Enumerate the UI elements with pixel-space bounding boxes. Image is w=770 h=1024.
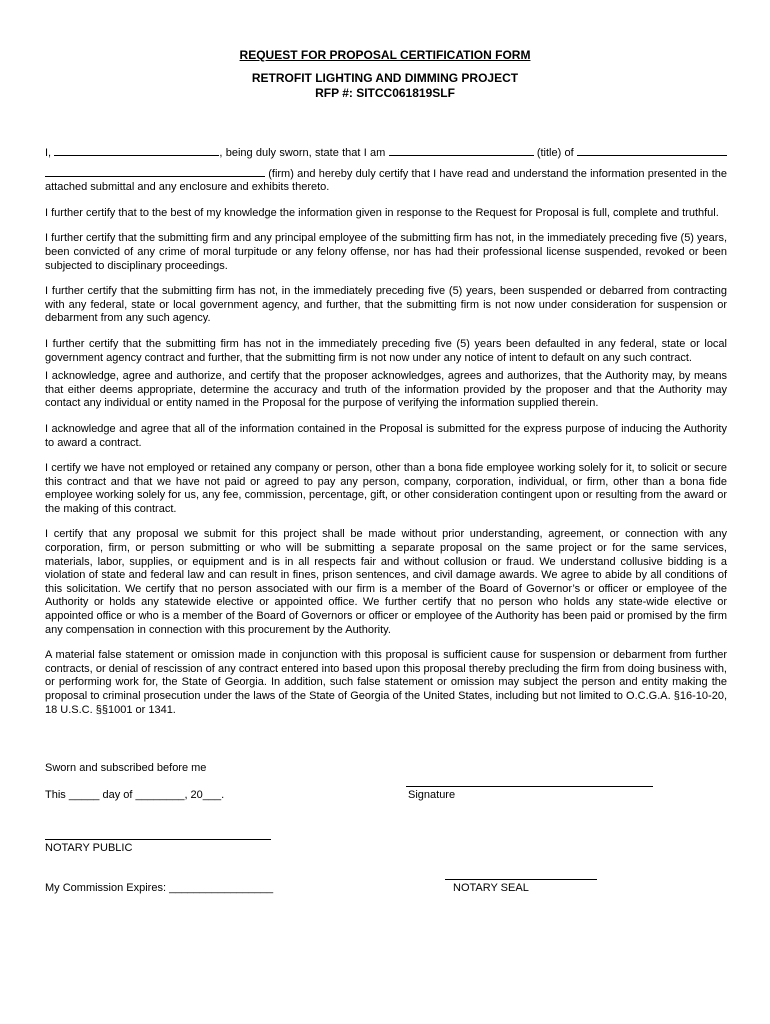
signature-line[interactable] [406, 786, 653, 787]
notary-seal-label: NOTARY SEAL [453, 882, 529, 894]
certify-paragraph-1: I further certify that to the best of my knowledge the information given in response to the Request for Proposal is full, complete and truthful. [45, 206, 719, 219]
certify-paragraph-9: A material false statement or omission made in conjunction with this proposal is sufficient cause for suspension or debarment from further contracts, or denial of rescission of any contract entered into based upon this proposal thereby precluding the firm from doing business with, or performing work for, the State of Georgia. In addition, such false statement or omission may subject the person and entity making the proposal to criminal prosecution under the laws of the State of Georgia of the United States, including but not limited to O.C.G.A. §16-10-20, 18 U.S.C. §§1001 or 1341. [45, 649, 727, 716]
certify-paragraph-7: I certify we have not employed or retained any company or person, other than a bona fide employee working solely for it, to solicit or secure this contract and that we have not paid or agreed to pay any person, company, corporation, individual, or firm, other than a bona fide employee working solely for us, any fee, commission, percentage, gift, or other consideration contingent upon or resulting from the award or the making of this contract. [45, 462, 727, 515]
certify-paragraph-4: I further certify that the submitting firm has not in the immediately preceding five (5) years been defaulted in any federal, state or local government agency contract and further, that the submitting firm is not now under any notice of intent to default on any such contract. [45, 337, 727, 364]
certify-paragraph-8: I certify that any proposal we submit for this project shall be made without prior understanding, agreement, or connection with any corporation, firm, or person submitting or who will be submitting a separate proposal on the same project or for the same services, materials, labor, supplies, or equipment and is in all respects fair and without collusion or fraud. We understand collusive bidding is a violation of state and federal law and can result in fines, prison sentences, and civil damage awards. We agree to abide by all conditions of this solicitation. We certify that no person associated with our firm is a member of the Board of Governor’s or officer or employee of the Authority or holds any statewide elective or appointed office. We further certify that no person who holds any state-wide elective or appointed office or who is a member of the Board of Governors or officer or employee of the Authority has been paid or promised by the firm any compensation in connection with this procurement by the Authority. [45, 528, 727, 636]
certify-paragraph-6: I acknowledge and agree that all of the information contained in the Proposal is submitted for the express purpose of inducing the Authority to award a contract. [45, 422, 727, 449]
sworn-before-text: Sworn and subscribed before me [45, 762, 207, 774]
title-blank[interactable] [389, 144, 534, 156]
notary-signature-line[interactable] [45, 839, 271, 840]
date-line[interactable]: This _____ day of ________, 20___. [45, 789, 225, 801]
form-body [45, 144, 727, 729]
certify-paragraph-2: I further certify that the submitting firm and any principal employee of the submitting firm has not, in the immediately preceding five (5) years, been convicted of any crime of moral turpitude or any felony offense, nor has had their professional license suspended, revoked or been subjected to disciplinary proceedings. [45, 232, 727, 272]
rfp-number: RFP #: SITCC061819SLF [315, 86, 455, 100]
certify-paragraph-3: I further certify that the submitting firm has not, in the immediately preceding five (5) years, been suspended or debarred from contracting with any federal, state or local government agency, and further, that the submitting firm is not now under consideration for suspension or debarment from any such agency. [45, 285, 727, 325]
name-blank[interactable] [54, 144, 219, 156]
form-title: REQUEST FOR PROPOSAL CERTIFICATION FORM [239, 48, 531, 62]
organization-blank[interactable] [577, 144, 727, 156]
intro-title-of: (title) of [536, 147, 574, 159]
project-name: RETROFIT LIGHTING AND DIMMING PROJECT [251, 71, 519, 85]
notary-public-label: NOTARY PUBLIC [45, 842, 133, 854]
intro-i: I, [45, 147, 52, 159]
intro-line-2 [45, 165, 727, 195]
intro-firm-certify: (firm) and hereby duly certify that I have read and understand the information presented in the attached submittal and any enclosure and exhibits thereto. [45, 167, 727, 194]
notary-seal-line [445, 879, 597, 880]
firm-blank[interactable] [45, 165, 265, 177]
intro-line-1 [45, 144, 727, 161]
certify-paragraph-5: I acknowledge, agree and authorize, and certify that the proposer acknowledges, agrees and authorizes, that the Authority may, by means that either deems appropriate, determine the accuracy and truth of the information provided by the proposer and that the Authority may contact any individual or entity named in the Proposal for the purpose of verifying the information supplied therein. [45, 370, 727, 410]
commission-expires[interactable]: My Commission Expires: _________________ [45, 882, 274, 894]
intro-sworn: , being duly sworn, state that I am [219, 147, 386, 159]
signature-label: Signature [408, 789, 456, 801]
